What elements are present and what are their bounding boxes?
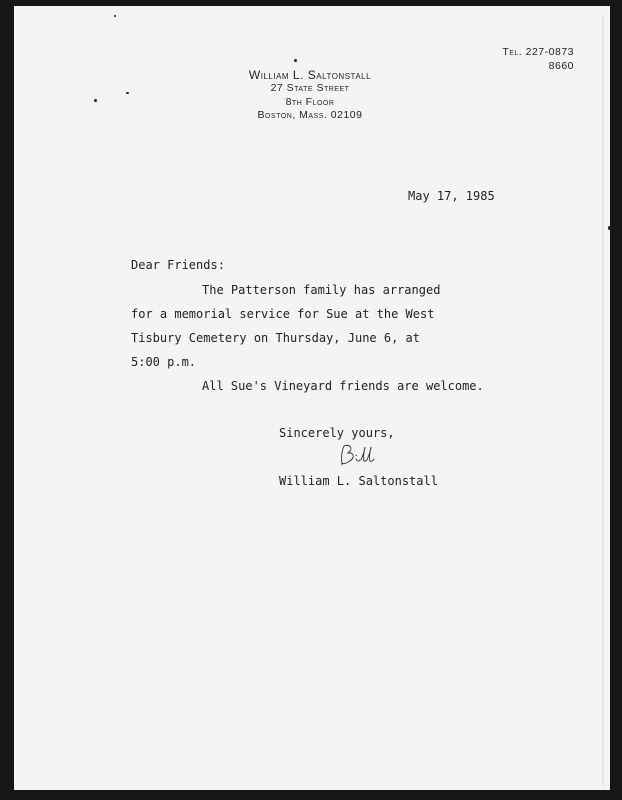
letter-date: May 17, 1985 [408,189,495,203]
telephone-line-2: 8660 [548,59,574,72]
letterhead-address-line-2: 8th Floor [285,95,335,108]
ink-speck [126,92,129,94]
body-line-5: All Sue's Vineyard friends are welcome. [202,379,484,393]
paper-edge-shadow [602,16,604,786]
telephone-line-1: Tel. 227-0873 [502,46,574,58]
handwritten-signature [336,443,376,469]
ink-speck [608,226,611,230]
ink-speck [294,59,297,62]
body-line-2: for a memorial service for Sue at the West [131,307,435,321]
ink-speck [94,99,97,102]
salutation: Dear Friends: [131,258,225,272]
signer-name: William L. Saltonstall [279,474,438,488]
ink-speck [114,15,116,17]
letter-paper [14,6,610,790]
letterhead-address-line-1: 27 State Street [270,82,350,94]
letterhead-address-line-3: Boston, Mass. 02109 [257,109,363,121]
body-line-4: 5:00 p.m. [131,355,197,369]
letterhead-name: William L. Saltonstall [248,68,372,82]
body-line-3: Tisbury Cemetery on Thursday, June 6, at [131,331,420,345]
body-line-1: The Patterson family has arranged [202,283,441,297]
letterhead [14,68,606,123]
closing: Sincerely yours, [279,426,395,440]
